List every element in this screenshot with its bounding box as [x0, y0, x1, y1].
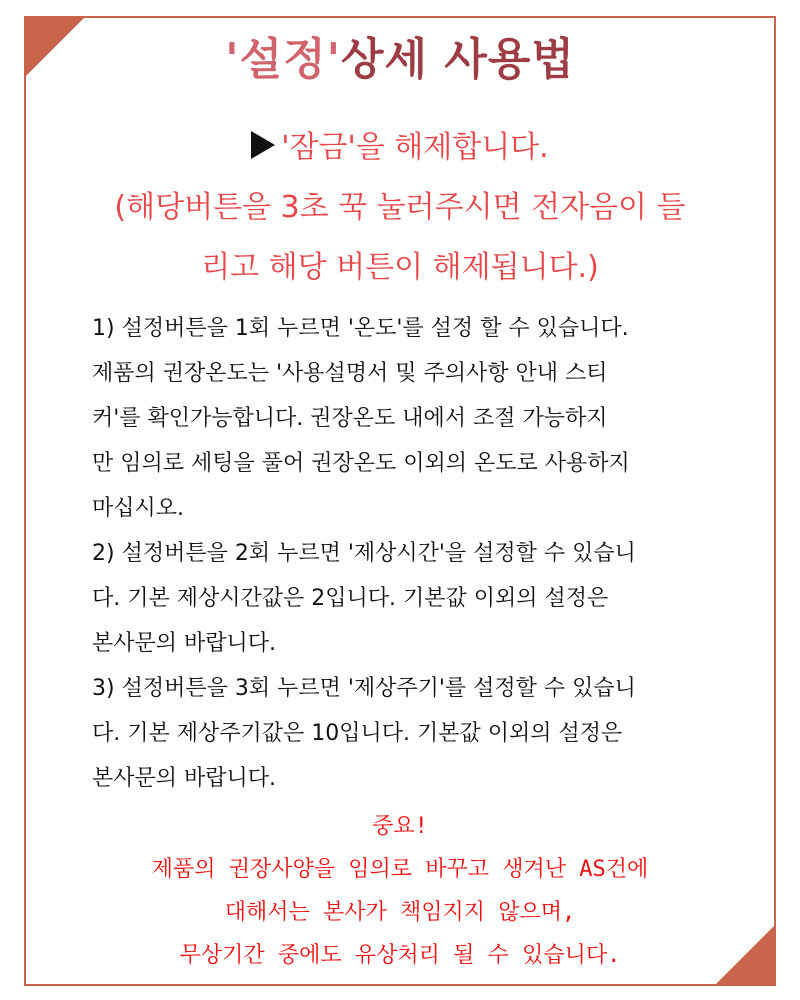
title-rest: 상세 사용법 [341, 34, 575, 85]
unlock-line-3: 리고 해당 버튼이 해제됩니다.) [201, 250, 599, 285]
instruction-line: 2) 설정버튼을 2회 누르면 '제상시간'을 설정할 수 있습니 [92, 541, 636, 566]
instruction-line: 3) 설정버튼을 3회 누르면 '제상주기'를 설정할 수 있습니 [92, 676, 636, 701]
warning-line-1: 제품의 권장사양을 임의로 바꾸고 생겨난 AS건에 [151, 857, 649, 882]
instruction-line: 다. 기본 제상시간값은 2입니다. 기본값 이외의 설정은 [92, 586, 609, 611]
title-quoted-part: '설정' [225, 34, 342, 85]
instruction-line: 제품의 권장온도는 '사용설명서 및 주의사항 안내 스티 [92, 361, 608, 386]
instruction-line: 만 임의로 세팅을 풀어 권장온도 이외의 온도로 사용하지 [92, 451, 630, 476]
page-title [0, 30, 800, 90]
warning-line-3: 무상기간 중에도 유상처리 될 수 있습니다. [179, 943, 621, 968]
instruction-line: 마십시오. [92, 496, 185, 521]
unlock-heading [0, 128, 800, 168]
warning-heading: 중요! [372, 814, 428, 839]
instruction-line: 본사문의 바랍니다. [92, 766, 277, 791]
unlock-line-2: (해당버튼을 3초 꾹 눌러주시면 전자음이 들 [114, 190, 686, 225]
instruction-line: 본사문의 바랍니다. [92, 631, 277, 656]
instruction-line: 1) 설정버튼을 1회 누르면 '온도'를 설정 할 수 있습니다. [92, 316, 629, 341]
instruction-line: 다. 기본 제상주기값은 10입니다. 기본값 이외의 설정은 [92, 721, 623, 746]
unlock-line-1: '잠금'을 해제합니다. [281, 130, 549, 165]
instruction-line: 커'를 확인가능합니다. 권장온도 내에서 조절 가능하지 [92, 406, 608, 431]
play-arrow-icon [251, 131, 275, 159]
warning-line-2: 대해서는 본사가 책임지지 않으며, [224, 900, 576, 925]
